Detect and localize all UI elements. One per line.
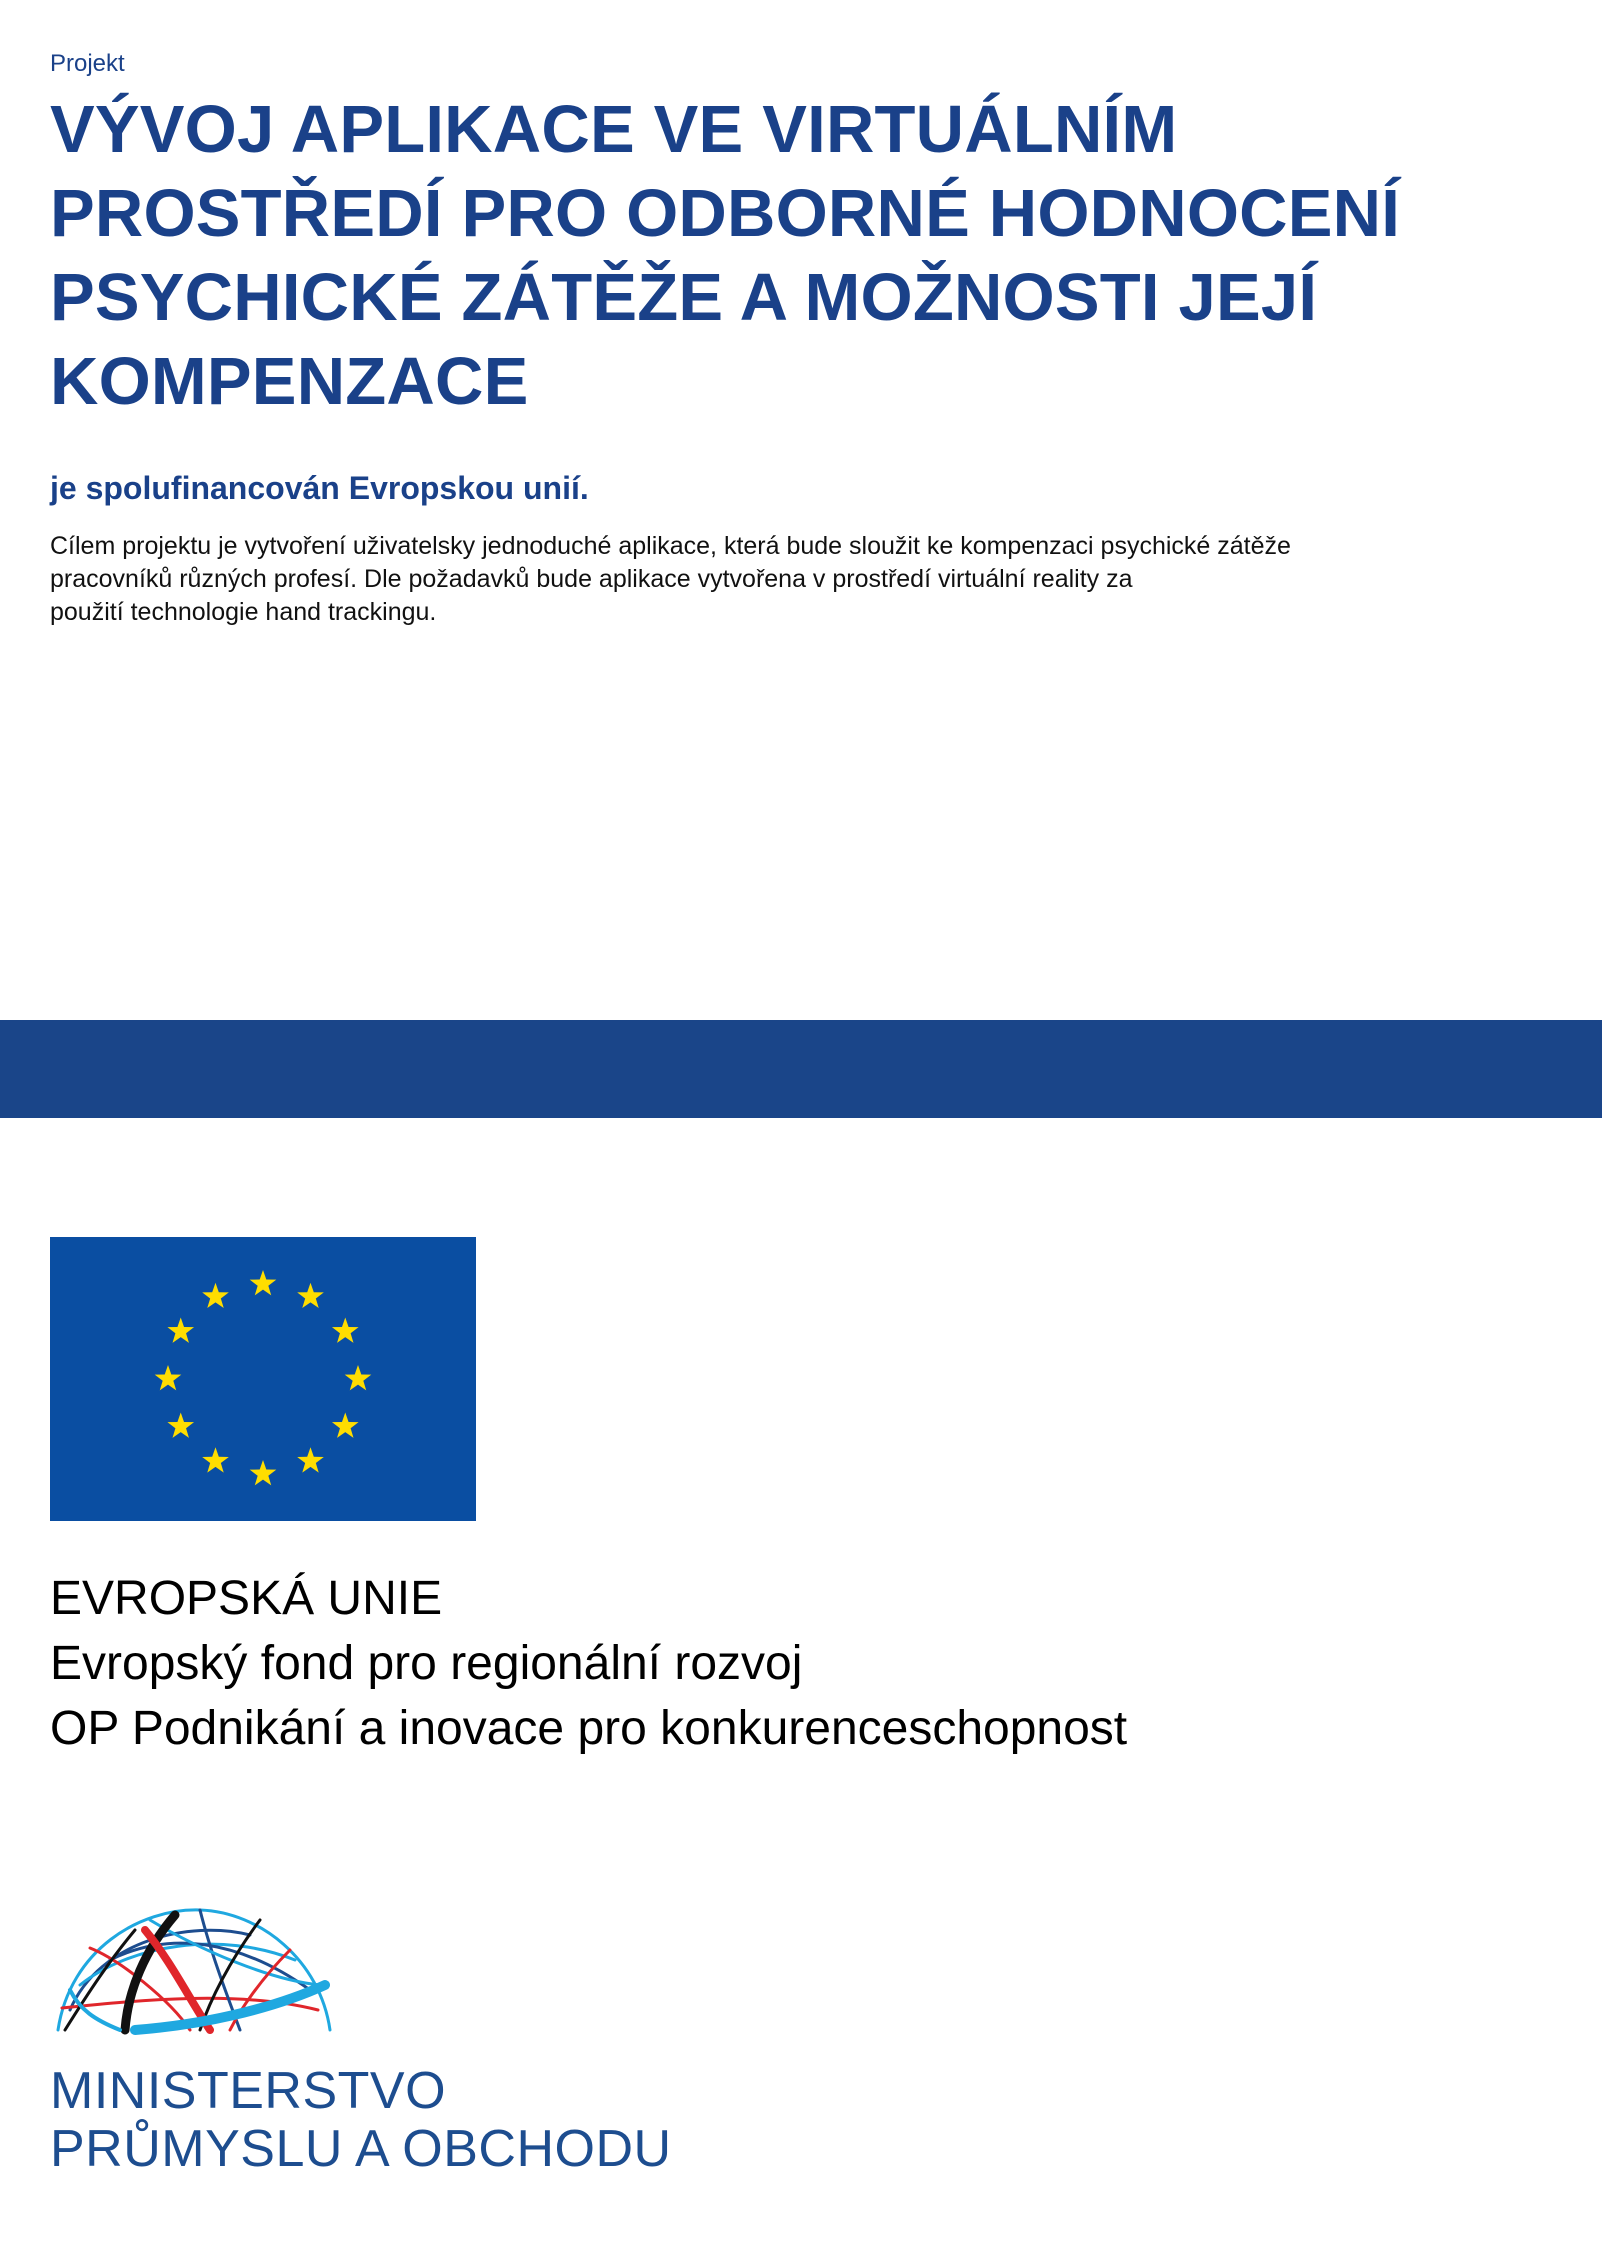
ministry-name-line: PRŮMYSLU A OBCHODU (50, 2120, 672, 2178)
ministry-globe-icon (50, 1890, 340, 2040)
eu-funding-block (50, 1566, 1127, 1761)
project-kicker: Projekt (50, 50, 125, 77)
project-description (50, 530, 1490, 629)
project-title: VÝVOJ APLIKACE VE VIRTUÁLNÍM PROSTŘEDÍ PRO ODBORNÉ HODNOCENÍ PSYCHICKÉ ZÁTĚŽE A MOŽNOSTI JEJÍ KOMPENZACE (50, 92, 1401, 419)
eu-label: EVROPSKÁ UNIE (50, 1572, 443, 1625)
description-line: použití technologie hand trackingu. (50, 598, 437, 626)
eu-flag-icon (50, 1237, 476, 1521)
description-line: pracovníků různých profesí. Dle požadavků bude aplikace vytvořena v prostředí virtuální reality za (50, 565, 1133, 593)
description-line: Cílem projektu je vytvoření uživatelsky jednoduché aplikace, která bude sloužit ke kompenzaci psychické zátěže (50, 532, 1291, 560)
blue-divider-band (0, 1020, 1602, 1118)
cofinancing-note: je spolufinancován Evropskou unií. (50, 470, 589, 506)
ministry-name-line: MINISTERSTVO (50, 2062, 447, 2120)
fund-label: Evropský fond pro regionální rozvoj (50, 1637, 803, 1690)
ministry-name (50, 2062, 672, 2178)
programme-label: OP Podnikání a inovace pro konkurenceschopnost (50, 1702, 1128, 1755)
